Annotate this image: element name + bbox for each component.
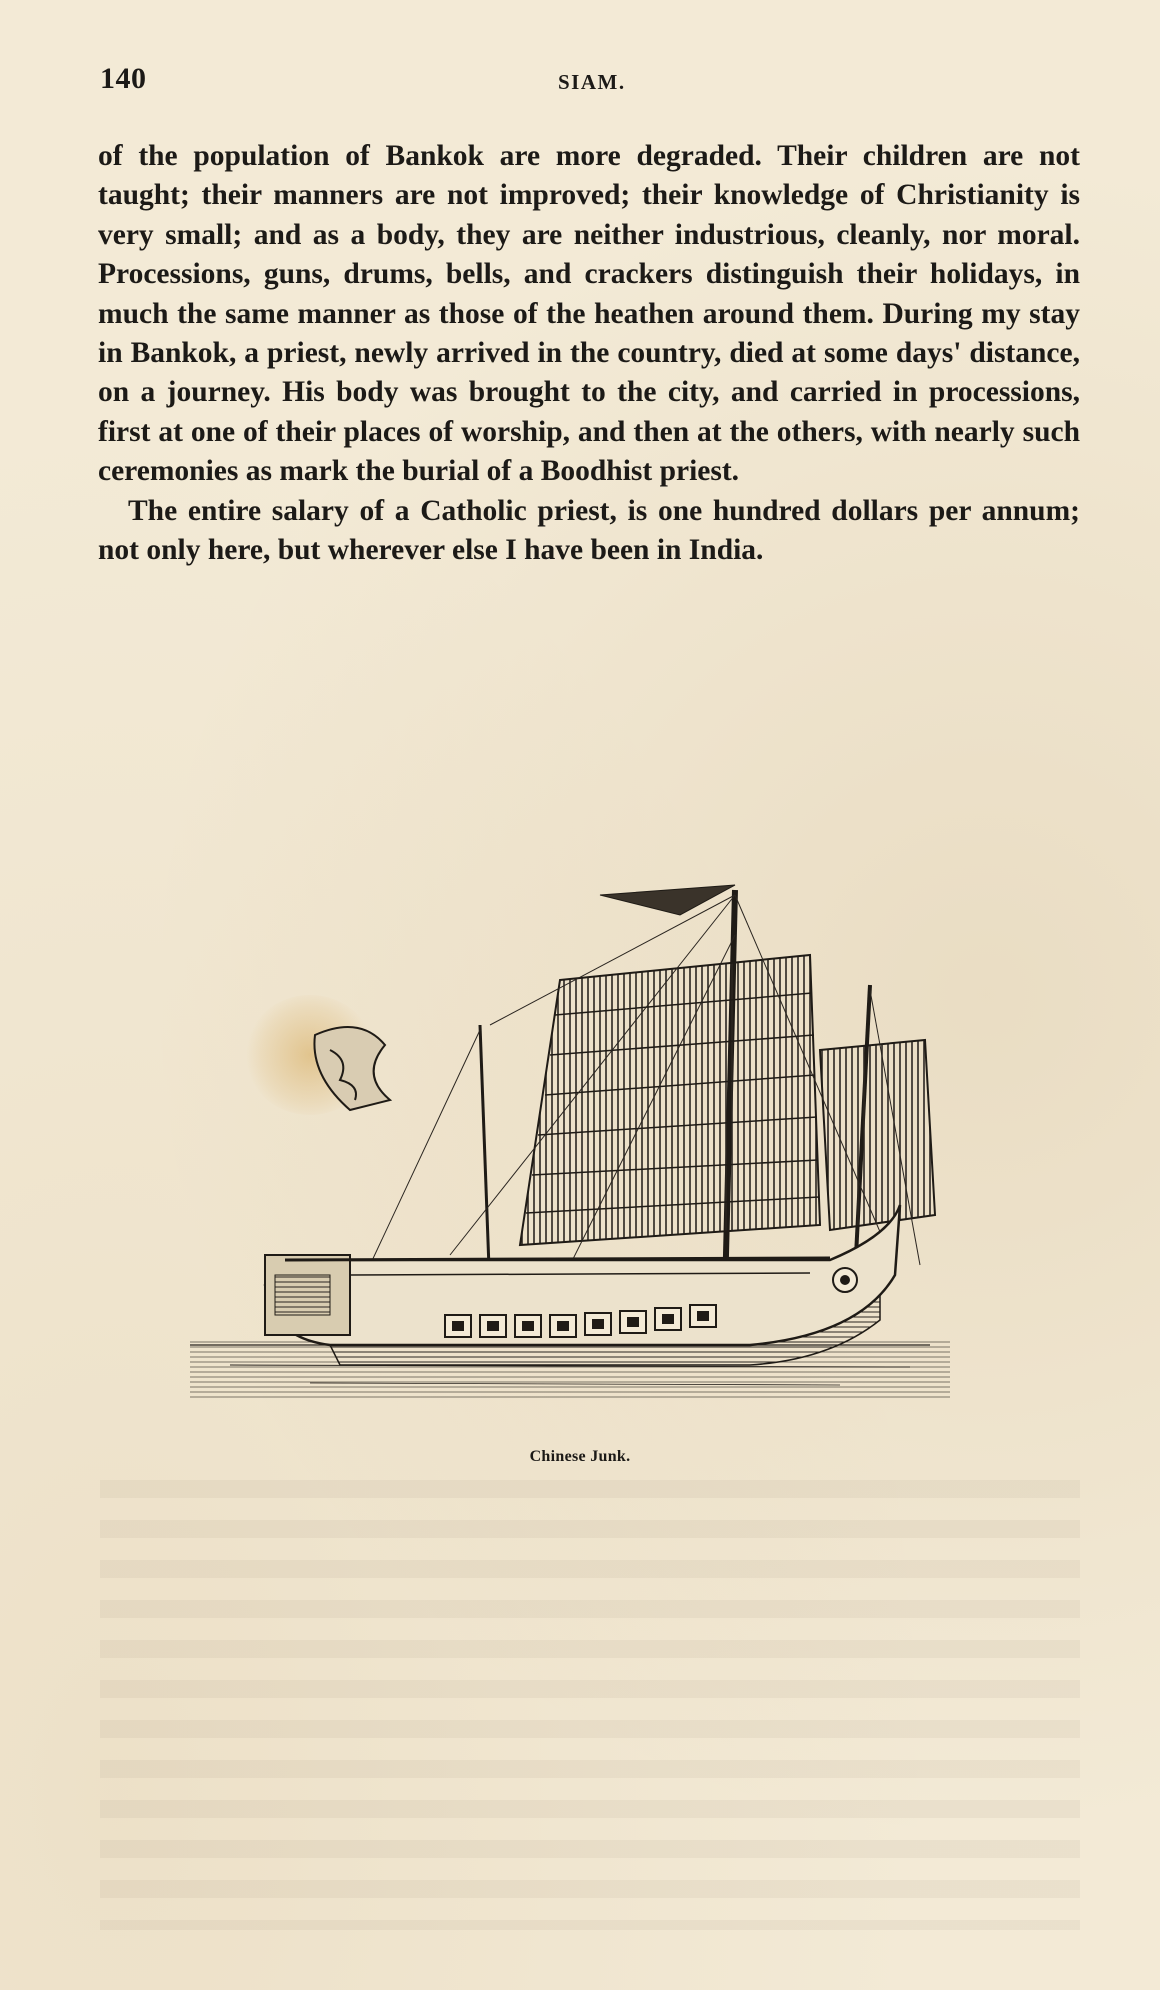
fore-banner [314, 1027, 390, 1110]
running-head: SIAM. [558, 70, 626, 94]
mizzen-sail [820, 1040, 935, 1230]
bleed-through-text [100, 1480, 1080, 1930]
fore-mast [480, 1025, 490, 1295]
figure-caption: Chinese Junk. [529, 1448, 631, 1465]
main-sail [520, 955, 820, 1245]
page-header [100, 62, 1080, 102]
paragraph-1: of the population of Bankok are more degraded. Their children are not taught; their manners are not improved; their knowledge of Christianity is very small; and as a body, they are neither industrious, cleanly, nor moral. Processions, guns, drums, bells, and crackers distinguish their holidays, in much the same manner as those of the heathen around them. During my stay in Bankok, a priest, newly arrived in the country, died at some days' distance, on a journey. His body was brought to the city, and carried in processions, first at one of their places of worship, and then at the others, with nearly such ceremonies as mark the burial of a Boodhist priest. [98, 140, 1080, 488]
chinese-junk-engraving [190, 875, 970, 1420]
body-text [98, 137, 1080, 570]
page-number: 140 [100, 62, 147, 95]
paragraph-2: The entire salary of a Catholic priest, is one hundred dollars per annum; not only here, but wherever else I have been in India. [98, 494, 1080, 567]
junk-illustration [190, 875, 970, 1420]
pennant-flag [600, 885, 735, 915]
